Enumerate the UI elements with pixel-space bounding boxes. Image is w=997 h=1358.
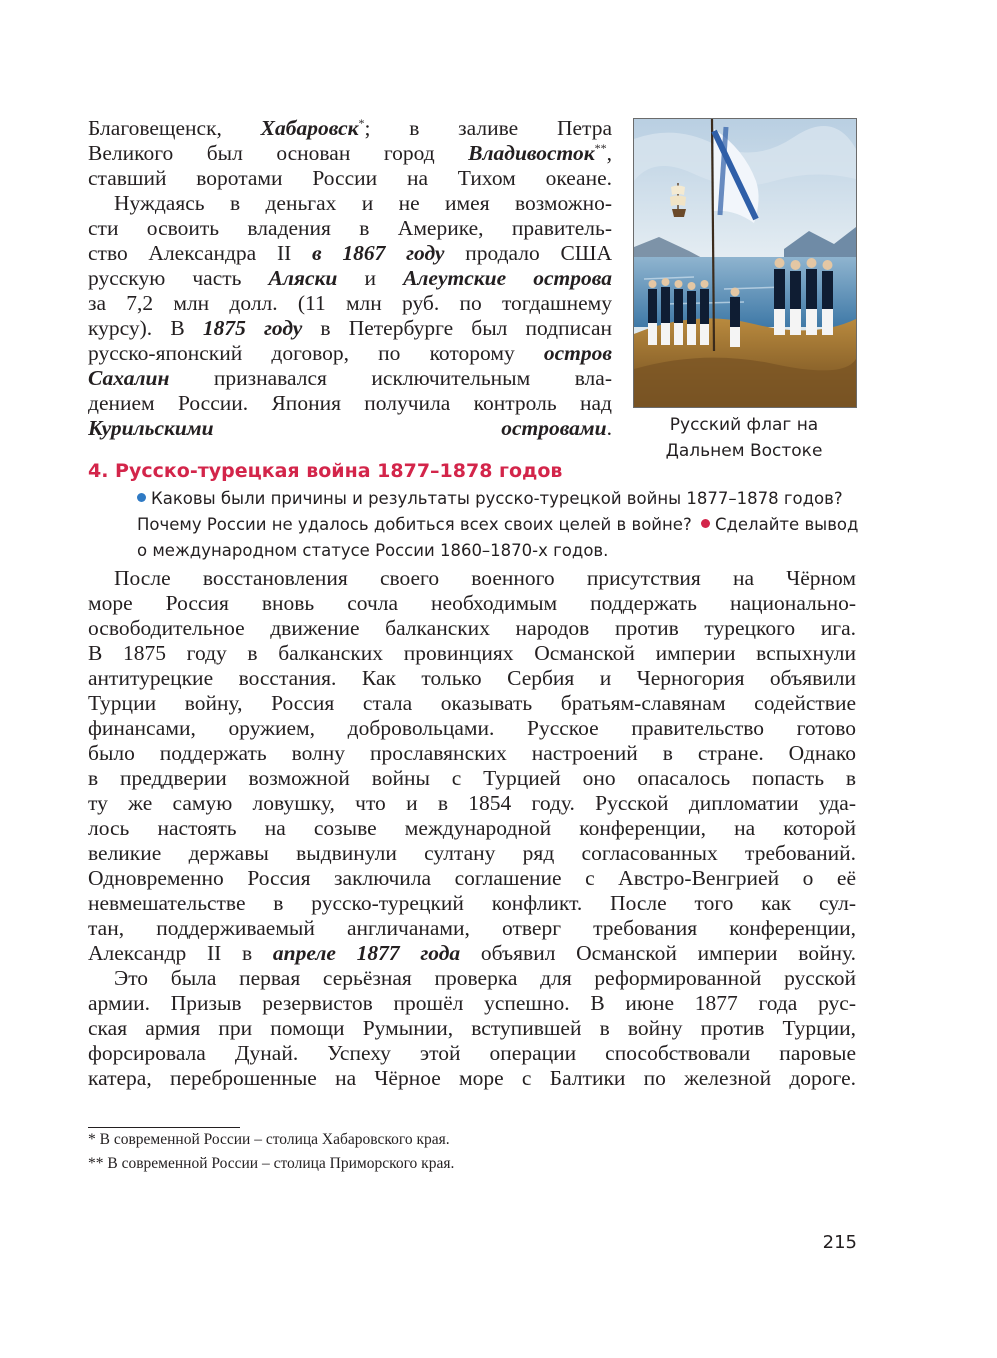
text-line: сти освоить владения в Америке, правитель- — [88, 216, 612, 240]
text-line: Александр II в апреле 1877 года объявил Османской империи войну. — [88, 941, 856, 965]
text-line: Это была первая серьёзная проверка для реформированной русской — [114, 966, 856, 990]
text-line: курсу). В 1875 году в Петербурге был подписан — [88, 316, 612, 340]
text-line: тан, поддерживаемый англичанами, отверг требования конференции, — [88, 916, 856, 940]
footnotes — [88, 1128, 454, 1176]
text-line: Одновременно Россия заключила соглашение с Австро-Венгрией о её — [88, 866, 856, 890]
text-line: финансами, оружием, добровольцами. Русское правительство готово — [88, 716, 856, 740]
caption-line-2: Дальнем Востоке — [665, 441, 823, 461]
section-heading: 4. Русско-турецкая война 1877–1878 годов — [88, 460, 563, 482]
text-line: ставший воротами России на Тихом океане. — [88, 166, 612, 190]
text-line: антитурецкие восстания. Как только Сербия и Черногория объявили — [88, 666, 856, 690]
text-line: Турции войну, Россия стала оказывать братьям-славянам содействие — [88, 691, 856, 715]
text-line: катера, переброшенные на Чёрное море с Балтики по железной дороге. — [88, 1066, 856, 1090]
text-line: форсировала Дунай. Успеху этой операции способствовали паровые — [88, 1041, 856, 1065]
russian-flag-illustration — [633, 118, 857, 408]
war-paragraph — [88, 566, 856, 966]
question-line-2: Почему России не удалось добиться всех своих целей в войне? Сделайте вывод — [137, 515, 859, 534]
text-line: Сахалин признавался исключительным вла- — [88, 366, 612, 390]
text-line: Великого был основан город Владивосток**, — [88, 141, 612, 165]
figure-caption — [625, 412, 863, 464]
text-line: освободительное движение балканских народов против турецкого ига. — [88, 616, 856, 640]
footnote-1: * В современной России – столица Хабаровского края. — [88, 1131, 450, 1148]
text-line: дением России. Япония получила контроль над — [88, 391, 612, 415]
text-line: ту же самую ловушку, что и в 1854 году. Русской дипломатии уда- — [88, 791, 856, 815]
text-line: ство Александра II в 1867 году продало США — [88, 241, 612, 265]
red-bullet-icon — [701, 519, 710, 528]
text-line: за 7,2 млн долл. (11 млн руб. по тогдашнему — [88, 291, 612, 315]
intro-paragraph — [88, 116, 612, 191]
text-line: армии. Призыв резервистов прошёл успешно. В июне 1877 года рус- — [88, 991, 856, 1015]
text-line: Благовещенск, Хабаровск*; в заливе Петра — [88, 116, 612, 140]
text-line: невмешательстве в русско-турецкий конфликт. После того как сул- — [88, 891, 856, 915]
footnote-2: ** В современной России – столица Приморского края. — [88, 1155, 455, 1172]
page-number: 215 — [822, 1232, 857, 1253]
text-line: После восстановления своего военного присутствия на Чёрном — [114, 566, 856, 590]
section-questions — [137, 486, 862, 564]
army-paragraph — [88, 966, 856, 1091]
blue-bullet-icon — [137, 493, 146, 502]
flag-painting-icon — [634, 119, 856, 407]
text-line: Нуждаясь в деньгах и не имея возможно- — [114, 191, 612, 215]
text-line: русскую часть Аляски и Алеутские острова — [88, 266, 612, 290]
text-line: ская армия при помощи Румынии, вступившей в войну против Турции, — [88, 1016, 856, 1040]
text-line: в преддверии возможной войны с Турцией оно опасалось попасть в — [88, 766, 856, 790]
caption-line-1: Русский флаг на — [669, 415, 819, 435]
text-line: Курильскими островами. — [88, 416, 612, 440]
text-line: море Россия вновь сочла необходимым поддержать национально- — [88, 591, 856, 615]
question-line-1: Каковы были причины и результаты русско-турецкой войны 1877–1878 годов? — [137, 486, 862, 512]
text-line: было поддержать волну прославянских настроений в стране. Однако — [88, 741, 856, 765]
text-line: лось настоять на созыве международной конференции, на которой — [88, 816, 856, 840]
alaska-paragraph — [88, 191, 612, 441]
text-line: русско-японский договор, по которому остров — [88, 341, 612, 365]
text-line: великие державы выдвинули султану ряд согласованных требований. — [88, 841, 856, 865]
question-line-3: о международном статусе России 1860–1870-х годов. — [137, 541, 609, 560]
text-line: В 1875 году в балканских провинциях Османской империи вспыхнули — [88, 641, 856, 665]
